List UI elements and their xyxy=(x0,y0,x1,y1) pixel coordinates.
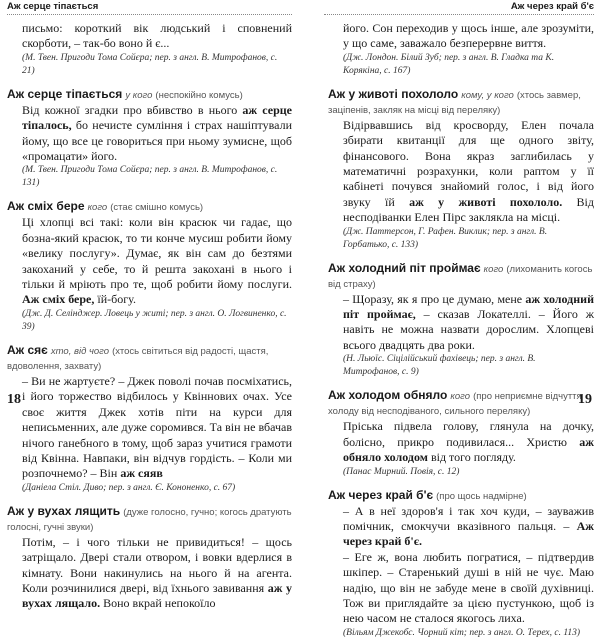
text-run: Від несподіванки Елен Пірс заклякла на місці. xyxy=(343,194,594,225)
idiom-highlight: Аж через край б'є. xyxy=(343,518,594,549)
idiom-highlight: Аж сміх бере, xyxy=(22,292,95,307)
dictionary-entry xyxy=(328,488,594,640)
gloss: (лихоманить когось від страху) xyxy=(328,263,593,290)
citation: (Даніела Стіл. Диво; пер. з англ. Є. Кононенко, с. 67) xyxy=(22,482,236,493)
citation: (М. Твен. Пригоди Тома Сойєра; пер. з англ. В. Митрофанов, с. 21) xyxy=(22,52,278,76)
entry-body xyxy=(343,419,594,465)
entry-heading xyxy=(7,504,292,535)
dictionary-entry xyxy=(328,87,594,252)
headword: Аж сміх бере xyxy=(7,199,85,214)
paragraph xyxy=(343,419,594,465)
gloss: (хтось завмер, заціпенів, закляк на місці від переляку) xyxy=(328,89,581,116)
citation: (Панас Мирний. Повія, с. 12) xyxy=(343,466,460,477)
text-run: їй-богу. xyxy=(94,292,136,307)
idiom-highlight: аж у животі похололо. xyxy=(409,194,563,209)
entry-body xyxy=(22,215,292,307)
dictionary-entry xyxy=(328,261,594,380)
grammar-note: кому, у кого xyxy=(461,89,514,101)
entry-body xyxy=(22,21,292,52)
right-page xyxy=(300,0,600,638)
citation: (Дж. Д. Селінджер. Ловець у житі; пер. з англ. О. Логвиненко, с. 39) xyxy=(22,308,287,332)
text-run: від того погляду. xyxy=(427,450,516,465)
paragraph xyxy=(343,504,594,550)
paragraph xyxy=(22,374,292,482)
dictionary-entry xyxy=(7,199,292,333)
headword: Аж у вухах лящить xyxy=(7,503,121,518)
entry-heading xyxy=(328,87,594,118)
headword: Аж сяє xyxy=(7,342,48,357)
gloss: (неспокійно комусь) xyxy=(155,89,243,101)
continued-entry xyxy=(328,21,594,78)
citation: (Н. Льюїс. Сіцілійський фахівець; пер. з англ. В. Митрофанов, с. 9) xyxy=(343,354,536,378)
dictionary-entry xyxy=(328,388,594,478)
gloss: (про щось надмірне) xyxy=(436,490,527,502)
entry-heading xyxy=(328,488,594,504)
page-number: 19 xyxy=(578,392,592,407)
text-run: його. Сон переходив у щось інше, але зрозуміти, у що саме, заважало безперервне виття. xyxy=(343,21,594,51)
paragraph xyxy=(22,21,292,52)
paragraph xyxy=(343,21,594,52)
citation: (М. Твен. Пригоди Тома Сойєра; пер. з англ. В. Митрофанов, с. 131) xyxy=(22,165,278,189)
left-page xyxy=(0,0,300,611)
entry-body xyxy=(22,535,292,612)
continued-entry xyxy=(7,21,292,78)
paragraph xyxy=(343,550,594,627)
citation: (Вільям Джекобс. Чорний кіт; пер. з англ. О. Терех, с. 113) xyxy=(343,627,581,638)
text-run: Воно вкрай непокоїло xyxy=(100,596,216,611)
headword: Аж холодний піт проймає xyxy=(328,260,481,275)
text-run: бо нечисте сумління і страх нашіптували йому, що все це говориться при ньому зумисне, щоб «промацати» його. xyxy=(22,118,292,164)
gloss: (хтось світиться від радості, щастя, вдоволення, захвату) xyxy=(7,345,269,372)
idiom-highlight: аж сяяв xyxy=(120,466,163,481)
entry-body xyxy=(343,21,594,52)
paragraph xyxy=(343,292,594,354)
text-run: Ці хлопці всі такі: коли він красюк чи гадає, що бозна-який красюк, то ти конче мусиш робити йому «велику послугу». Думає, як він сам до безтями закоханий у себе, то й решта закохані в нього і тільки й мріють про те, щоб робити йому послуги. xyxy=(22,215,292,292)
citation: (Дж. Лондон. Білий Зуб; пер. з англ. В. Гладка та К. Корякіна, с. 167) xyxy=(343,52,555,76)
paragraph xyxy=(22,215,292,307)
entry-body xyxy=(343,292,594,354)
idiom-highlight: аж холодний піт проймає, xyxy=(343,291,594,322)
grammar-note: кого xyxy=(87,202,108,214)
idiom-highlight: аж у вухах лящало. xyxy=(22,580,292,611)
dictionary-entry xyxy=(7,504,292,612)
text-run: Пріська підвела голову, глянула на дочку, болісно, прикро подивилася... Христю xyxy=(343,419,594,449)
headword: Аж через край б'є xyxy=(328,487,434,502)
text-run: – сказав Локателлі. – Його ж навіть не можна назвати дорослим. Хлопцеві всього двадцять два роки. xyxy=(343,307,595,352)
text-run: Потім, – і чого тільки не привидиться! – щось затріщало. Двері стали отвором, і вовки вдерлися в кімнату. Вони накинулись на нього й на агента. Коли розчинилися двері, від їхнього завивання xyxy=(22,534,292,595)
running-head: Аж серце тіпається xyxy=(7,0,292,15)
entry-heading xyxy=(7,87,292,103)
gloss: (про неприємне відчуття холоду від несподіваного, сильного переляку) xyxy=(328,391,582,418)
entry-heading xyxy=(7,199,292,215)
page-number: 18 xyxy=(7,392,21,407)
idiom-highlight: аж серце тіпалось, xyxy=(22,102,292,133)
grammar-note: кого xyxy=(450,391,471,403)
citation: (Дж. Паттерсон, Г. Рафен. Виклик; пер. з англ. В. Горбатько, с. 133) xyxy=(343,226,548,250)
entry-body xyxy=(22,374,292,482)
paragraph xyxy=(343,118,594,226)
paragraph xyxy=(22,535,292,612)
dictionary-entry xyxy=(7,343,292,495)
text-run: – А в неї здоров'я і так хоч куди, – зауважив помічник, смокчучи вказівного пальця. – xyxy=(343,503,594,533)
headword: Аж у животі похололо xyxy=(328,86,459,101)
headword: Аж холодом обняло xyxy=(328,388,448,403)
grammar-note: хто, від чого xyxy=(50,345,110,357)
gloss: (дуже голосно, гучно; когось дратують голосні, гучні звуки) xyxy=(7,506,292,533)
entry-heading xyxy=(328,261,594,292)
text-run: письмо: короткий вік людський і сповнений скорботи, – так-бо воно й є... xyxy=(22,21,292,51)
grammar-note: кого xyxy=(483,263,504,275)
text-run: – Еге ж, вона любить погратися, – підтвердив шкіпер. – Старенький душі в ній не чує. Маю надію, що він не забуде мене в своїй духівниці. Тож ви приглядайте за цією пустункою, щоб із нею часом не сталося якогось лиха. xyxy=(343,549,594,626)
headword: Аж серце тіпається xyxy=(7,86,123,101)
dictionary-entry xyxy=(7,87,292,191)
text-run: – Ви не жартуєте? – Джек поволі почав посміхатись, і його торжество відбилось у Квіннових очах. Усе своє життя Джек хотів піти на курси для неписьменних, але дуже соромився. Та він не вбачав нічого ганебного в тому, щоб зараз учитися грамоти від Квінна. Навпаки, він відчув гордість. – Коли ми розпочнемо? – Він xyxy=(22,373,292,481)
text-run: Відірвавшись від кросворду, Елен почала збирати квитанції для ще одного звіту, фінансового. Вона якраз заглибилась у математичні розрахунки, коли раптом у її кабінеті почувся знайомий голос, і від його звуку їй xyxy=(343,117,594,209)
entry-heading xyxy=(328,388,594,419)
entry-heading xyxy=(7,343,292,374)
entry-body xyxy=(343,504,594,627)
gloss: (стає смішно комусь) xyxy=(110,202,204,214)
entry-body xyxy=(22,103,292,165)
text-run: Від кожної згадки про вбивство в нього xyxy=(22,102,243,117)
idiom-highlight: аж обняло холодом xyxy=(343,434,594,465)
paragraph xyxy=(22,103,292,165)
running-head: Аж через край б'є xyxy=(324,0,594,15)
entry-body xyxy=(343,118,594,226)
grammar-note: у кого xyxy=(125,89,153,101)
text-run: – Щоразу, як я про це думаю, мене xyxy=(343,291,526,306)
